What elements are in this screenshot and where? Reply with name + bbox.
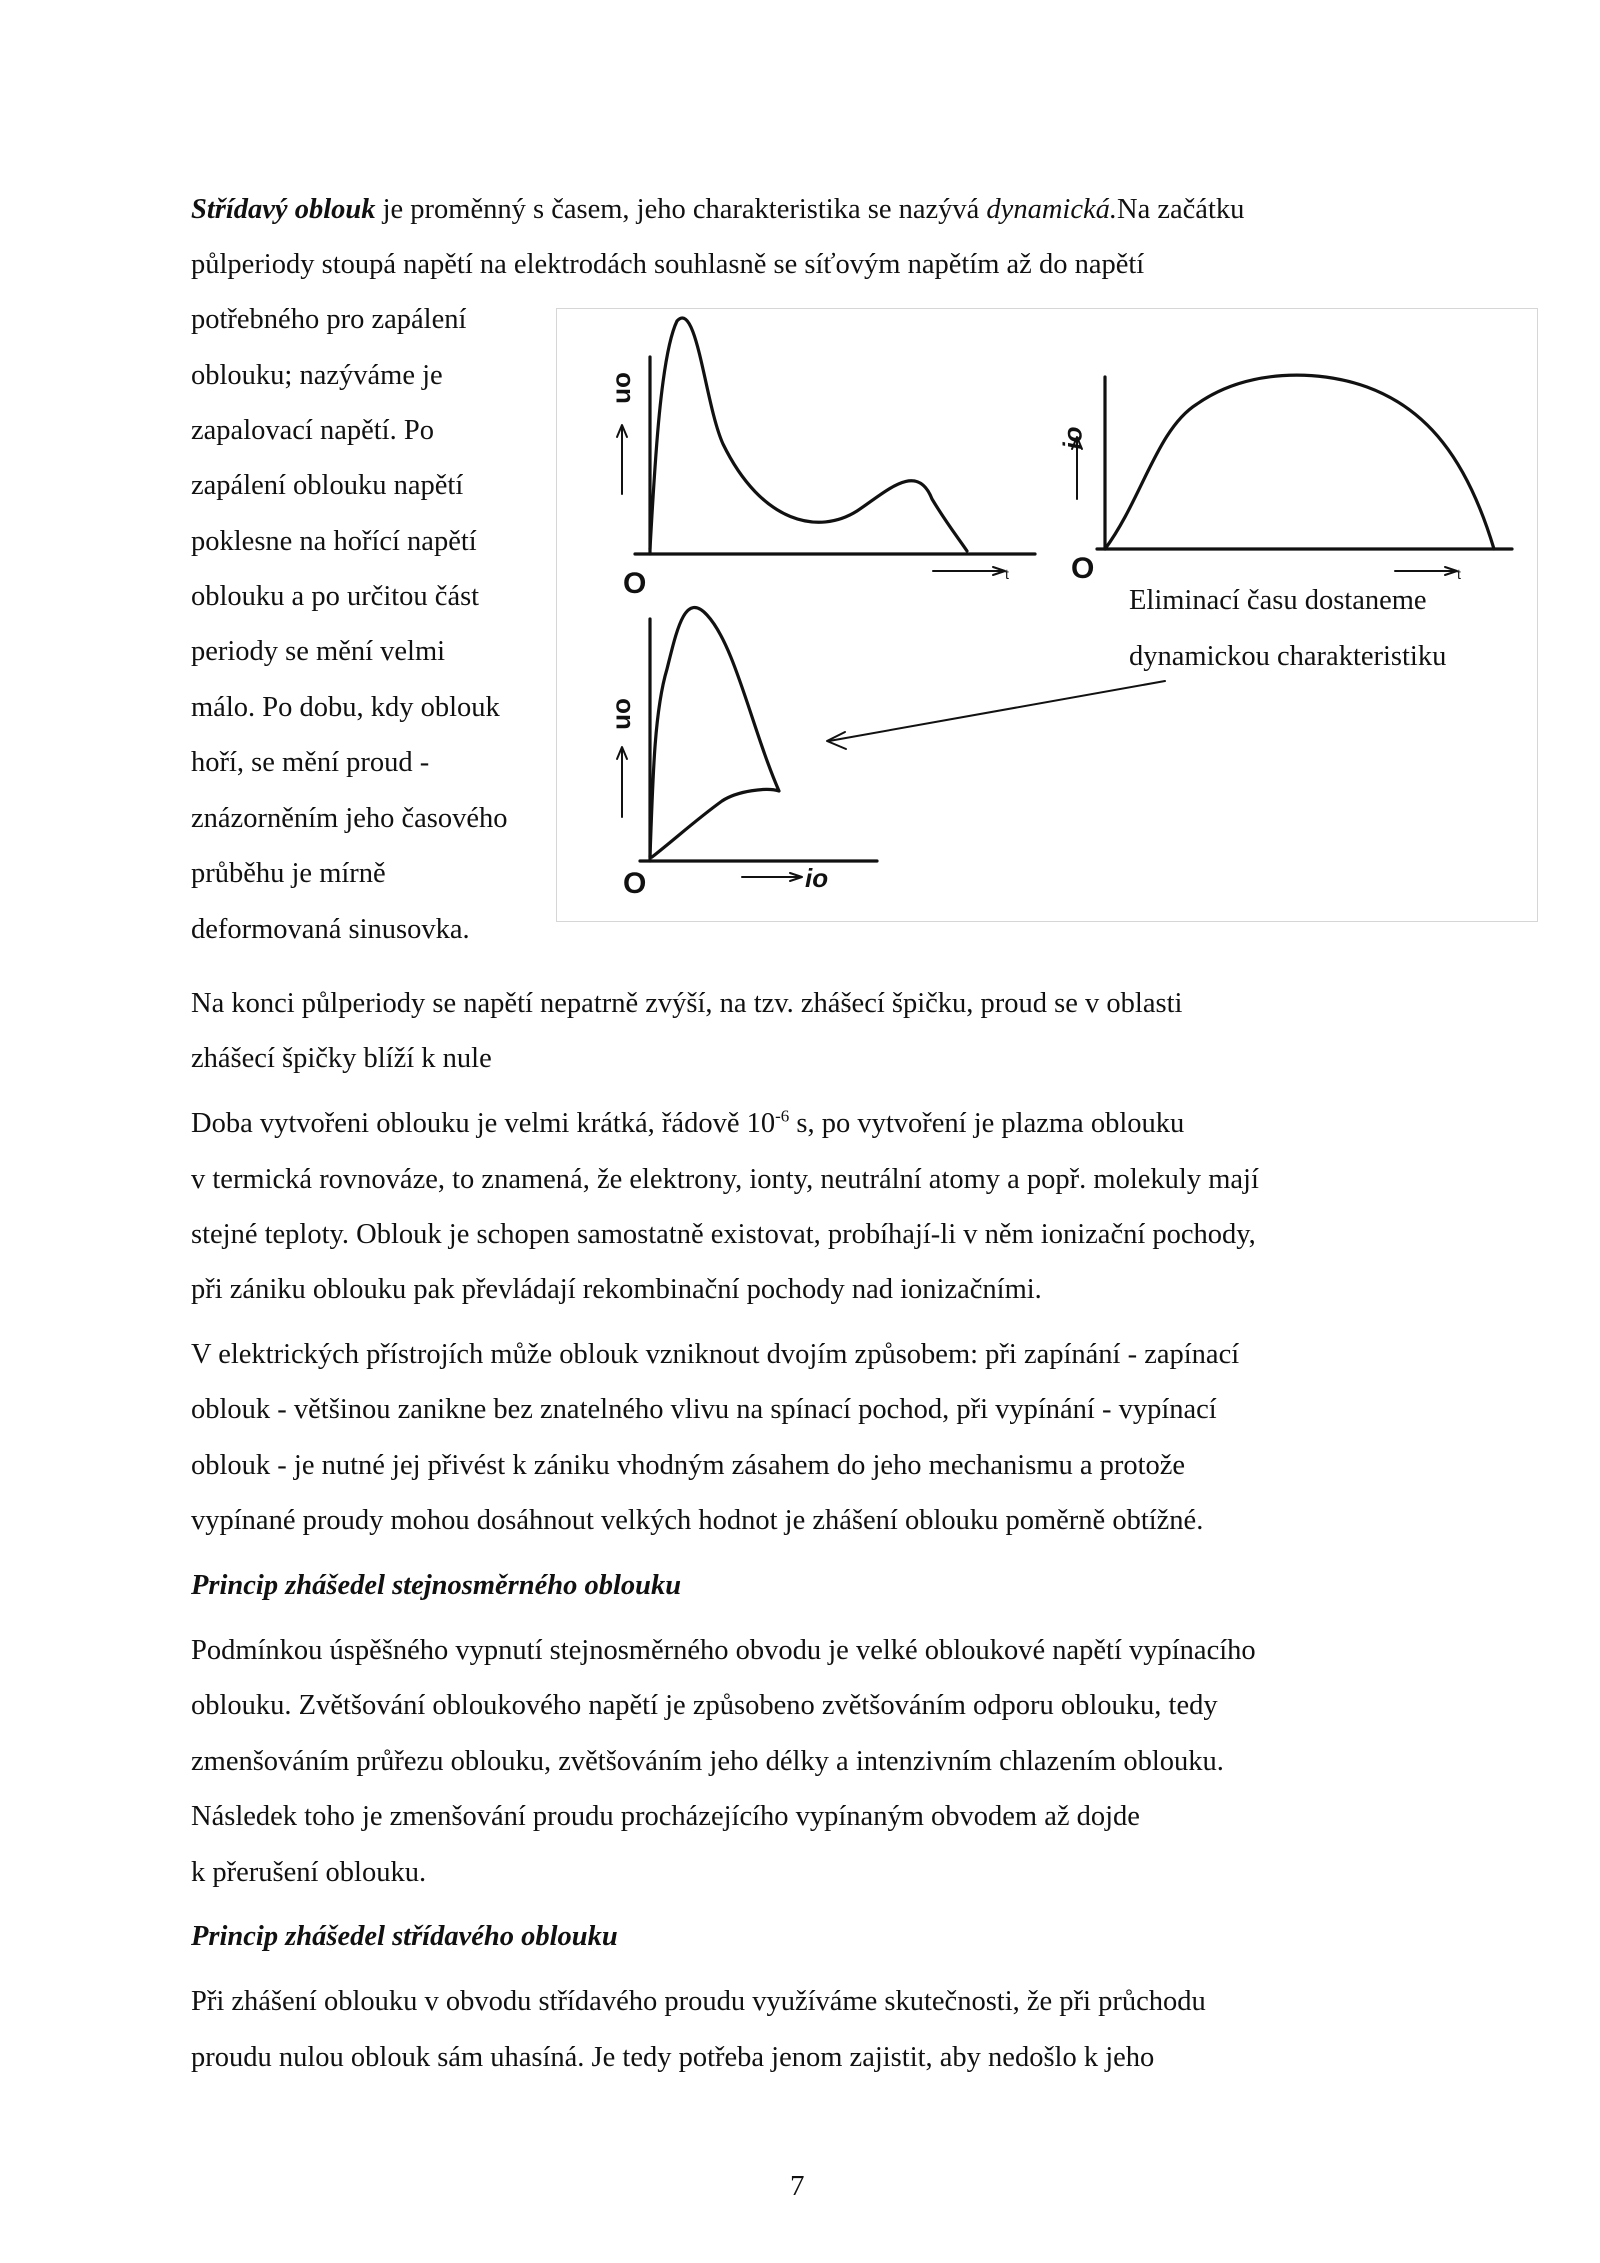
section-heading: Princip zhášedel stejnosměrného oblouku xyxy=(191,1570,682,1601)
paragraph-line: Následek toho je zmenšování proudu procházejícího vypínaným obvodem až dojde xyxy=(191,1801,1140,1832)
dynamic-characteristic-curve xyxy=(650,608,779,857)
origin-label: O xyxy=(623,567,647,600)
figure-caption-line: dynamickou charakteristiku xyxy=(1129,641,1447,672)
term-stridavy-oblouk: Střídavý oblouk xyxy=(191,194,376,225)
paragraph-line: oblouku; nazýváme je xyxy=(191,360,443,391)
paragraph-line: zhášecí špičky blíží k nule xyxy=(191,1043,492,1074)
paragraph-line: málo. Po dobu, kdy oblouk xyxy=(191,692,500,723)
paragraph-line: půlperiody stoupá napětí na elektrodách souhlasně se síťovým napětím až do napětí xyxy=(191,249,1145,280)
paragraph-line: znázorněním jeho časového xyxy=(191,803,508,834)
page-number: 7 xyxy=(790,2170,805,2202)
text-span: je proměnný s časem, jeho charakteristika se nazývá xyxy=(375,194,987,225)
paragraph-line: stejné teploty. Oblouk je schopen samostatně existovat, probíhají-li v něm ionizační pochody, xyxy=(191,1219,1256,1250)
paragraph-line: deformovaná sinusovka. xyxy=(191,914,470,945)
text-span: s, po vytvoření je plazma oblouku xyxy=(789,1108,1185,1139)
paragraph-line: vypínané proudy mohou dosáhnout velkých hodnot je zhášení oblouku poměrně obtížné. xyxy=(191,1505,1204,1536)
paragraph-line: při zániku oblouku pak převládají rekombinační pochody nad ionizačními. xyxy=(191,1274,1042,1305)
paragraph-line: průběhu je mírně xyxy=(191,858,386,889)
paragraph-line: oblouku. Zvětšování obloukového napětí je způsobeno zvětšováním odporu oblouku, tedy xyxy=(191,1690,1218,1721)
axis-label-i-bottom: io xyxy=(805,863,829,893)
paragraph-line xyxy=(191,1107,1184,1141)
paragraph-line: proudu nulou oblouk sám uhasíná. Je tedy potřeba jenom zajistit, aby nedošlo k jeho xyxy=(191,2042,1155,2073)
paragraph-line: k přerušení oblouku. xyxy=(191,1857,427,1888)
text-span: Na začátku xyxy=(1117,194,1245,225)
section-heading: Princip zhášedel střídavého oblouku xyxy=(191,1921,618,1952)
paragraph-line: V elektrických přístrojích může oblouk vzniknout dvojím způsobem: při zapínání - zapínací xyxy=(191,1339,1240,1370)
paragraph-line: oblouku a po určitou část xyxy=(191,581,480,612)
axis-label-i: io xyxy=(1057,426,1088,450)
elimination-arrow xyxy=(829,681,1165,741)
axis-label-u: uo xyxy=(605,372,636,404)
current-time-curve xyxy=(1105,375,1494,549)
paragraph-line: zapalovací napětí. Po xyxy=(191,415,434,446)
paragraph-line: v termická rovnováze, to znamená, že elektrony, ionty, neutrální atomy a popř. molekuly mají xyxy=(191,1164,1259,1195)
paragraph-line: potřebného pro zapálení xyxy=(191,304,467,335)
paragraph-line: periody se mění velmi xyxy=(191,636,446,667)
text-span: Doba vytvořeni oblouku je velmi krátká, řádově 10 xyxy=(191,1108,776,1139)
figure-caption-line: Eliminací času dostaneme xyxy=(1129,585,1427,616)
paragraph-line: Na konci půlperiody se napětí nepatrně zvýší, na tzv. zhášecí špičku, proud se v oblasti xyxy=(191,988,1183,1019)
paragraph-line: zmenšováním průřezu oblouku, zvětšováním jeho délky a intenzivním chlazením oblouku. xyxy=(191,1746,1224,1777)
axis-label-u-bottom: uo xyxy=(605,698,636,730)
paragraph-line: poklesne na hořící napětí xyxy=(191,526,477,557)
paragraph-line xyxy=(191,193,1244,227)
paragraph-line: oblouk - je nutné jej přivést k zániku vhodným zásahem do jeho mechanismu a protože xyxy=(191,1450,1186,1481)
origin-label-right: O xyxy=(1071,552,1095,585)
exponent: -6 xyxy=(775,1106,790,1126)
voltage-time-curve xyxy=(650,318,967,551)
paragraph-line: oblouk - většinou zanikne bez znatelného vlivu na spínací pochod, při vypínání - vypínací xyxy=(191,1394,1217,1425)
term-dynamicka: dynamická. xyxy=(986,194,1117,225)
axis-label-t: t xyxy=(1005,566,1009,582)
axis-label-t-right: t xyxy=(1457,566,1461,582)
paragraph-line: Podmínkou úspěšného vypnutí stejnosměrného obvodu je velké obloukové napětí vypínacího xyxy=(191,1635,1256,1666)
paragraph-line: zapálení oblouku napětí xyxy=(191,470,464,501)
arc-characteristics-figure xyxy=(556,308,1538,922)
origin-label-bottom: O xyxy=(623,867,647,900)
paragraph-line: Při zhášení oblouku v obvodu střídavého proudu využíváme skutečnosti, že při průchodu xyxy=(191,1986,1206,2017)
paragraph-line: hoří, se mění proud - xyxy=(191,747,430,778)
